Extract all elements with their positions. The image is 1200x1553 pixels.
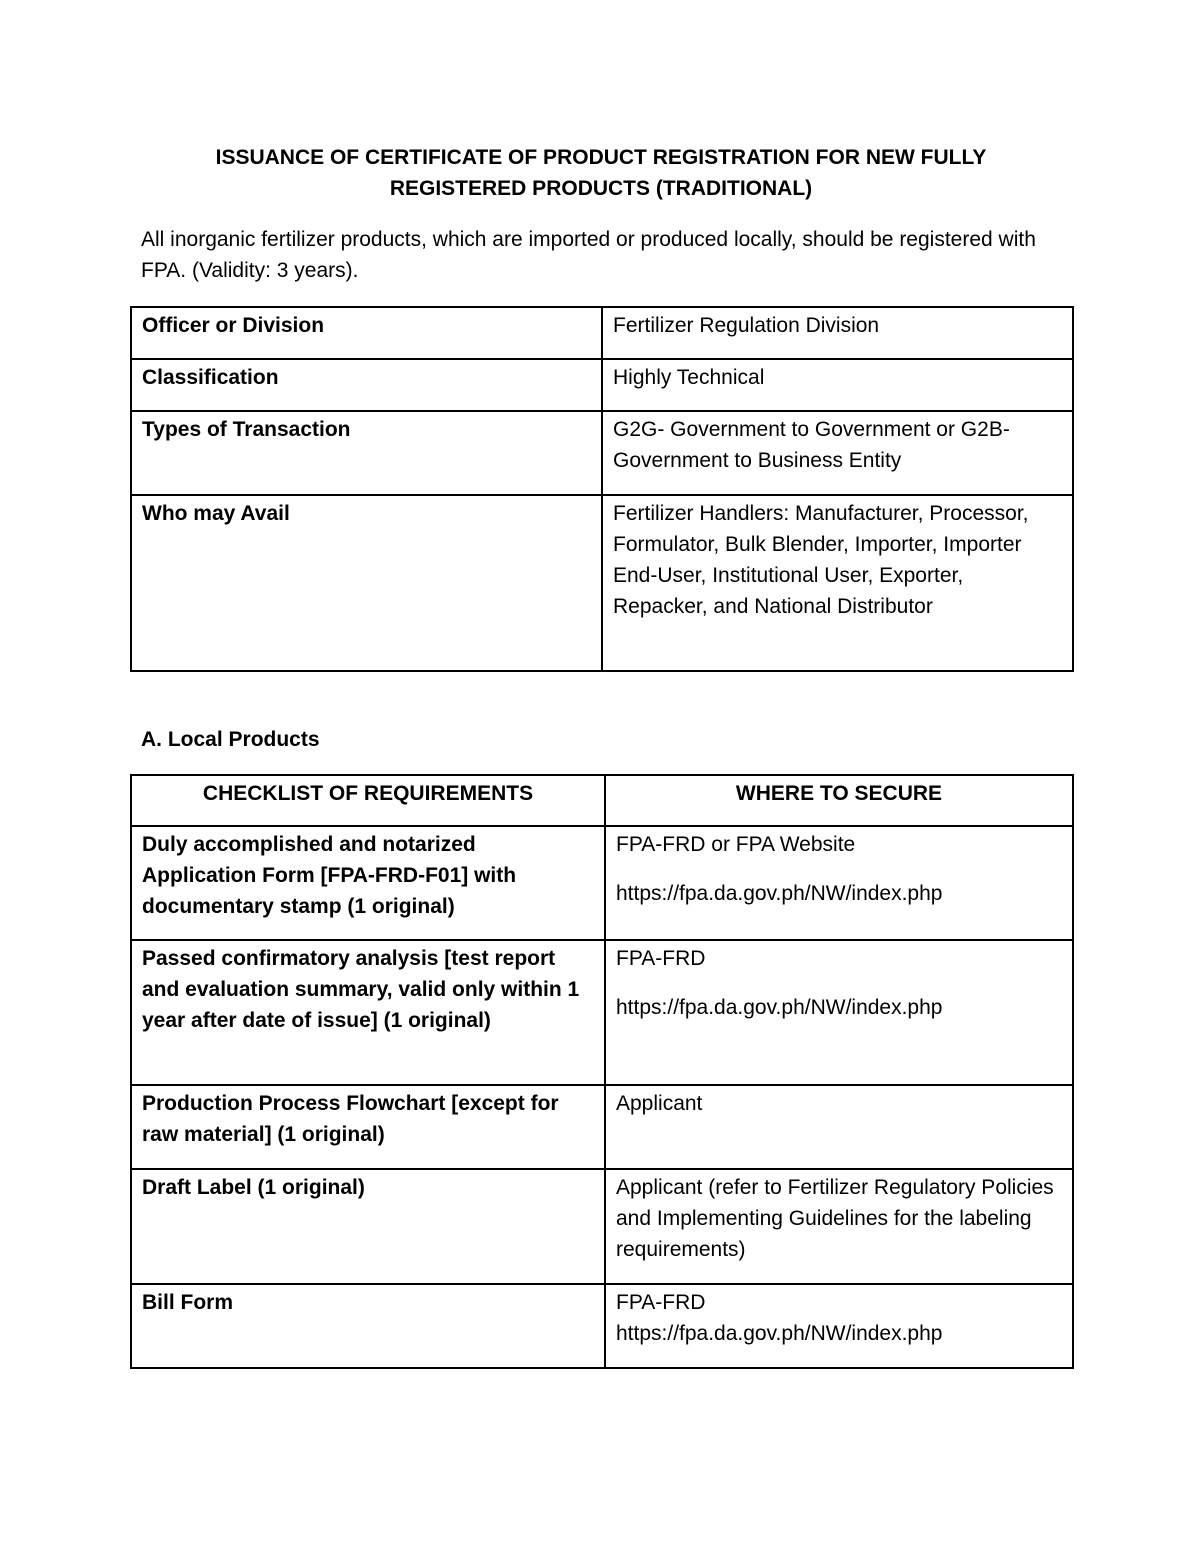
info-label: Who may Avail: [131, 495, 602, 671]
table-row: [131, 411, 1073, 495]
source-cell: [605, 1085, 1073, 1169]
table-row: [131, 1085, 1073, 1169]
document-page: [130, 140, 1072, 1369]
column-header-checklist: CHECKLIST OF REQUIREMENTS: [131, 775, 605, 826]
source-cell: [605, 1169, 1073, 1284]
source-text: FPA-FRD: [616, 1291, 706, 1314]
table-row: [131, 1284, 1073, 1368]
source-url: https://fpa.da.gov.ph/NW/index.php: [616, 1322, 943, 1345]
table-row: [131, 940, 1073, 1085]
table-header-row: [131, 775, 1073, 826]
info-label: Classification: [131, 359, 602, 411]
column-header-where-to-secure: WHERE TO SECURE: [605, 775, 1073, 826]
source-url: https://fpa.da.gov.ph/NW/index.php: [616, 882, 943, 905]
document-title: [130, 140, 1072, 204]
source-url: https://fpa.da.gov.ph/NW/index.php: [616, 996, 943, 1019]
source-cell: [605, 826, 1073, 940]
intro-paragraph: All inorganic fertilizer products, which are imported or produced locally, should be registered with FPA. (Validity: 3 years).: [141, 228, 1036, 282]
table-row: [131, 826, 1073, 940]
table-row: [131, 1169, 1073, 1284]
source-text: Applicant: [616, 1092, 703, 1115]
info-label: Types of Transaction: [131, 411, 602, 495]
table-row: [131, 359, 1073, 411]
info-value: G2G- Government to Government or G2B- Government to Business Entity: [602, 411, 1073, 495]
requirement-cell: Duly accomplished and notarized Application Form [FPA-FRD-F01] with documentary stamp (1 original): [131, 826, 605, 940]
requirement-cell: Bill Form: [131, 1284, 605, 1368]
section-a-heading: A. Local Products: [141, 728, 320, 751]
title-line-2: REGISTERED PRODUCTS (TRADITIONAL): [389, 177, 813, 200]
info-value: Highly Technical: [602, 359, 1073, 411]
requirements-table: [130, 774, 1074, 1369]
info-value: Fertilizer Handlers: Manufacturer, Processor, Formulator, Bulk Blender, Importer, Importer End-User, Institutional User, Exporter, Repacker, and National Distributor: [602, 495, 1073, 671]
requirement-cell: Passed confirmatory analysis [test report and evaluation summary, valid only within 1 year after date of issue] (1 original): [131, 940, 605, 1085]
service-info-table: [130, 306, 1074, 672]
table-row: [131, 495, 1073, 671]
info-label: Officer or Division: [131, 307, 602, 359]
requirement-cell: Draft Label (1 original): [131, 1169, 605, 1284]
source-cell: [605, 940, 1073, 1085]
table-row: [131, 307, 1073, 359]
title-line-1: ISSUANCE OF CERTIFICATE OF PRODUCT REGISTRATION FOR NEW FULLY: [215, 146, 987, 169]
source-text: FPA-FRD: [616, 947, 706, 970]
source-text: Applicant (refer to Fertilizer Regulatory Policies and Implementing Guidelines for the labeling requirements): [616, 1176, 1054, 1261]
info-value: Fertilizer Regulation Division: [602, 307, 1073, 359]
source-text: FPA-FRD or FPA Website: [616, 833, 856, 856]
source-cell: [605, 1284, 1073, 1368]
requirement-cell: Production Process Flowchart [except for raw material] (1 original): [131, 1085, 605, 1169]
